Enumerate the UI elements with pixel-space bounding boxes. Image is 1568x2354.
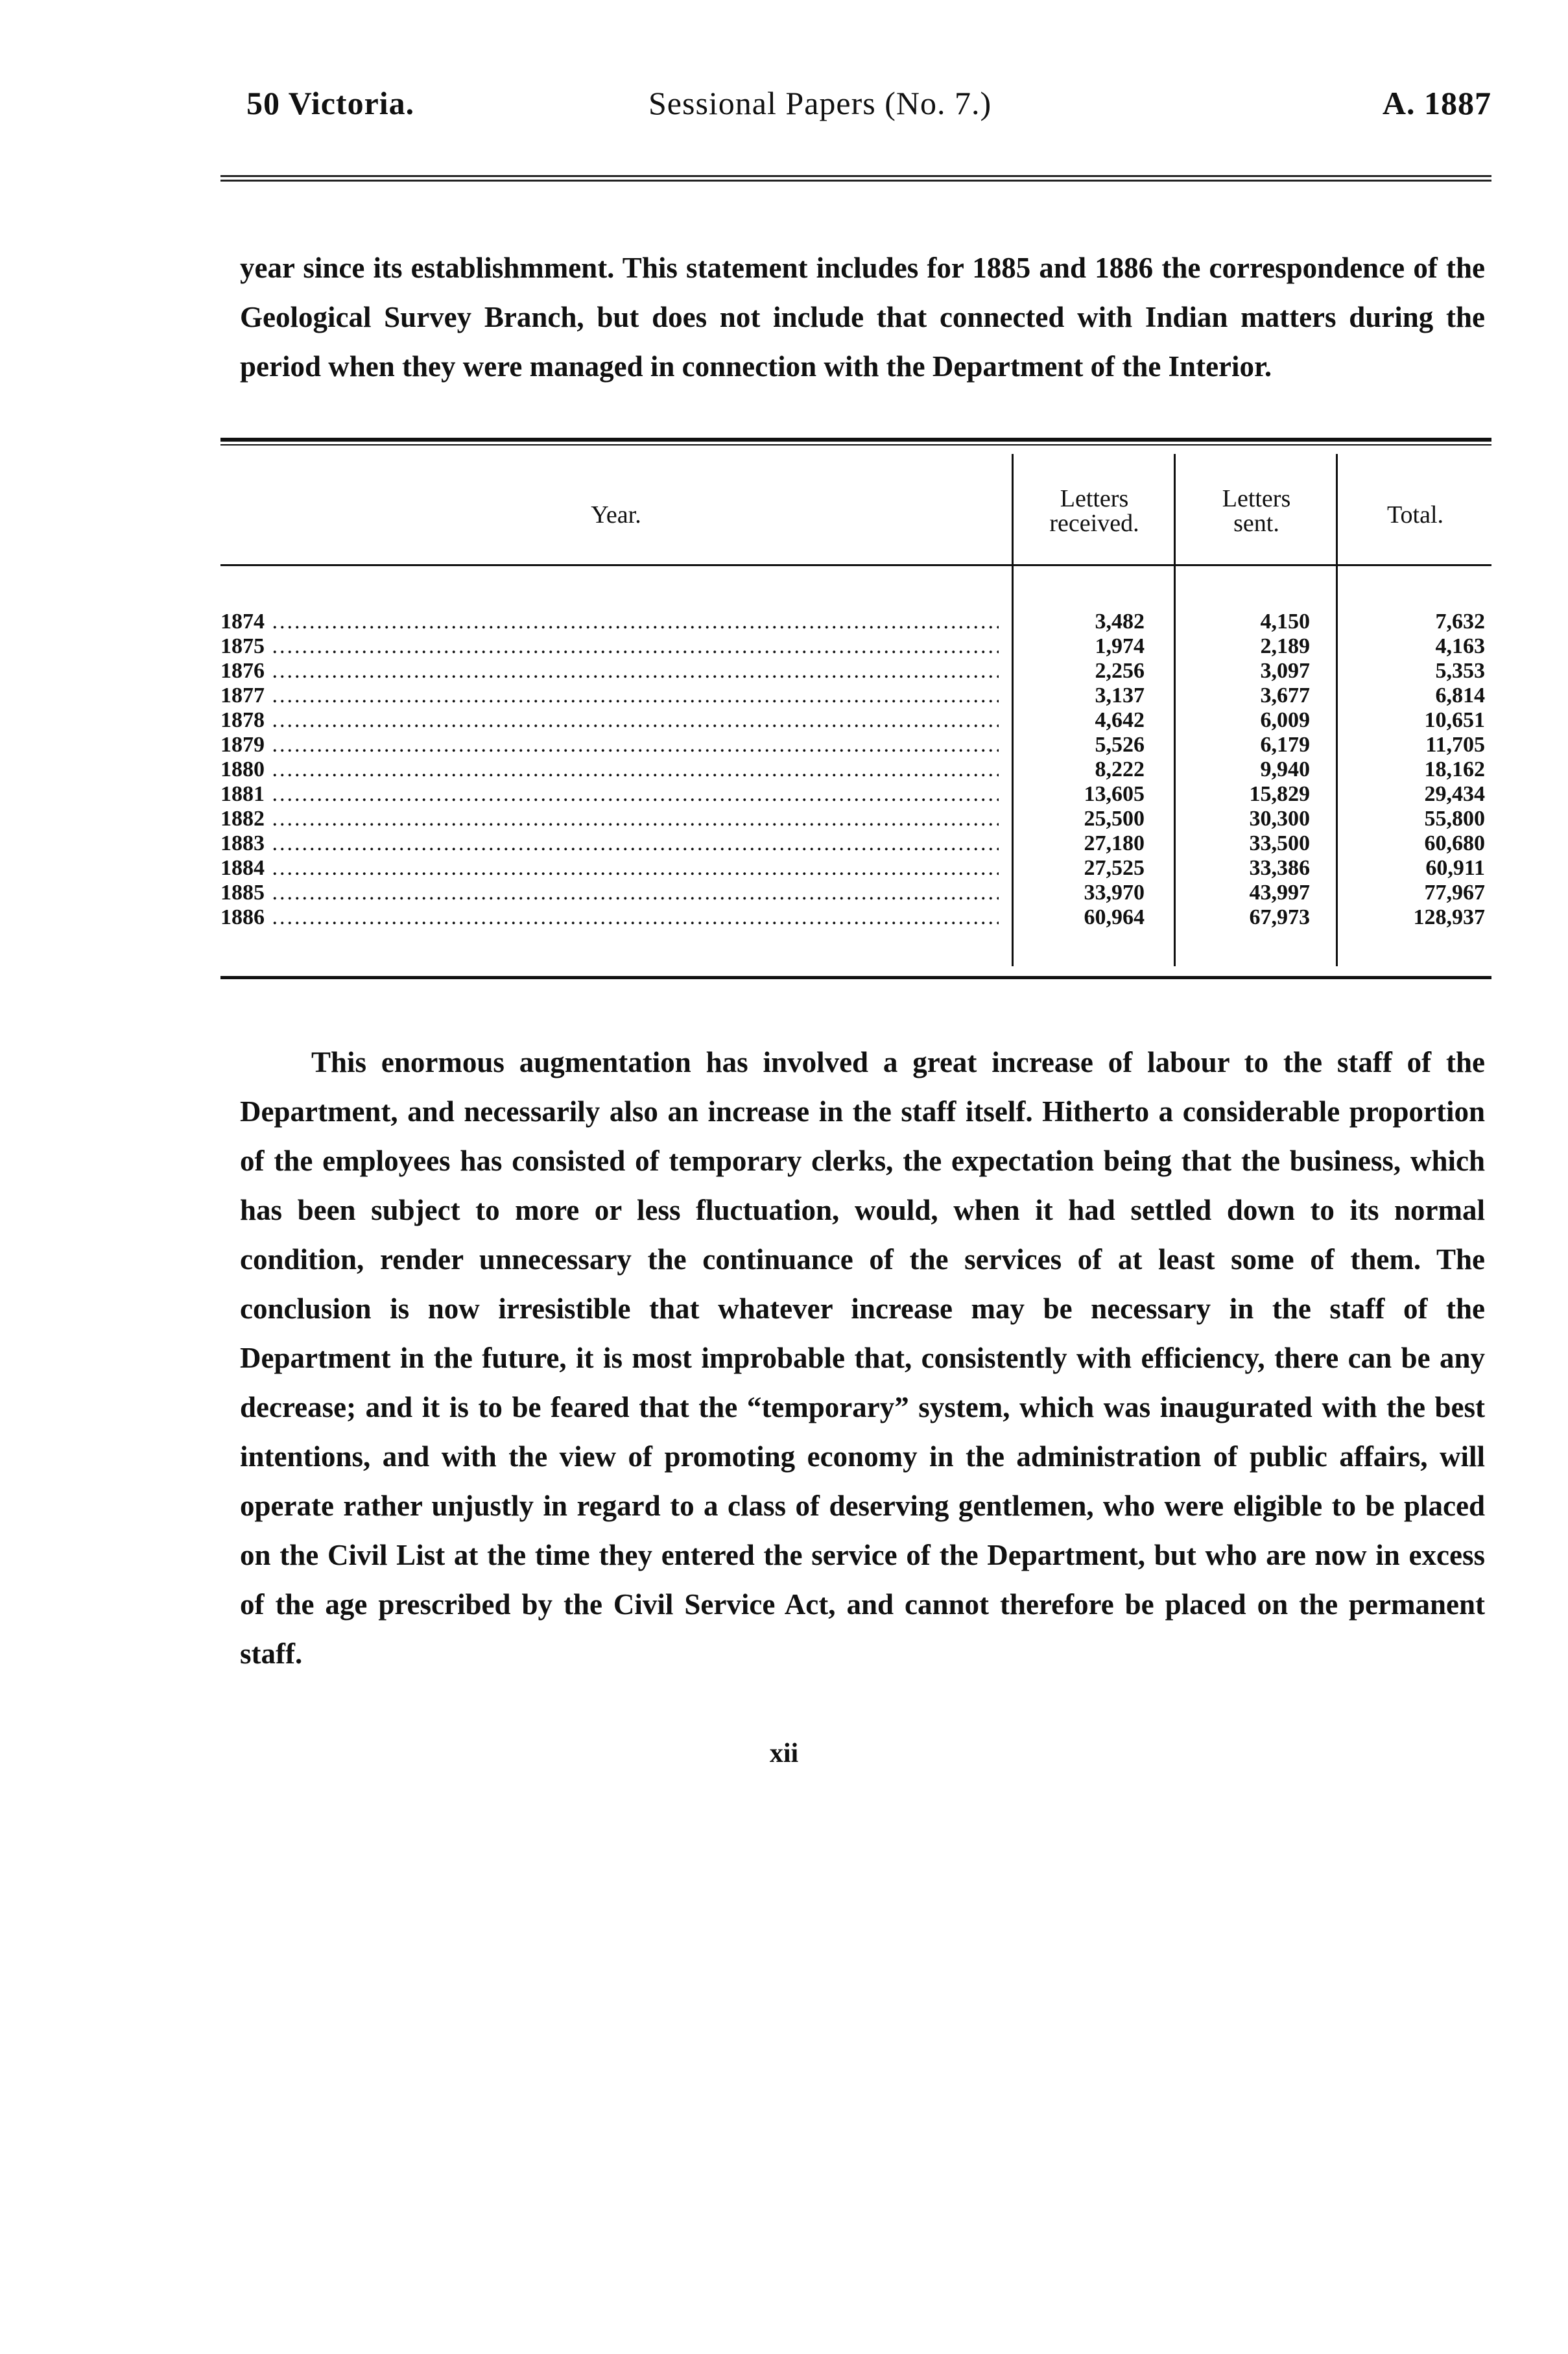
header-title: Sessional Papers (No. 7.) xyxy=(648,85,992,121)
cell-year: 1875 ..... xyxy=(220,634,999,659)
table-row xyxy=(220,782,1491,807)
table-row xyxy=(220,634,1491,659)
cell-year: 1884 ..... xyxy=(220,856,999,881)
table-top-rule-thin xyxy=(220,444,1491,446)
table-row xyxy=(220,807,1491,831)
cell-sent: 15,829 xyxy=(1249,782,1310,806)
cell-total: 4,163 xyxy=(1435,634,1485,658)
cell-total: 128,937 xyxy=(1413,905,1485,929)
intro-paragraph: year since its establishmment. This statement includes for 1885 and 1886 the correspondence of the Geological Survey Branch, but does not include that connected with Indian matters during the period when they were managed in connection with the Department of the Interior. xyxy=(240,252,1485,383)
table-row xyxy=(220,881,1491,905)
cell-year: 1882 ..... xyxy=(220,807,999,831)
cell-received: 25,500 xyxy=(1084,807,1145,831)
table-body xyxy=(220,610,1491,930)
cell-sent: 43,997 xyxy=(1249,881,1310,905)
cell-received: 33,970 xyxy=(1084,881,1145,905)
cell-year: 1876 ..... xyxy=(220,659,999,684)
cell-received: 5,526 xyxy=(1095,733,1145,757)
page-number: xii xyxy=(769,1739,799,1768)
table-row xyxy=(220,831,1491,856)
cell-received: 13,605 xyxy=(1084,782,1145,806)
body-paragraph: This enormous augmentation has involved a great increase of labour to the staff of the Department, and necessarily also an increase in the staff itself. Hitherto a considerable proportion of the employees has consisted of temporary clerks, the expectation being that the business, which has been subject to more or less fluctuation, would, when it had settled down to its normal condition, render unnecessary the continuance of the services of at least some of them. The conclusion is now irresistible that whatever increase may be necessary in the staff of the Department in the future, it is most improbable that, consistently with efficiency, there can be any decrease; and it is to be feared that the “temporary” system, which was inaugurated with the best intentions, and with the view of promoting economy in the administration of public affairs, will operate rather unjustly in regard to a class of deserving gentlemen, who were eligible to be placed on the Civil List at the time they entered the service of the Department, but who are now in excess of the age prescribed by the Civil Service Act, and cannot therefore be placed on the permanent staff. xyxy=(240,1046,1485,1670)
table-row xyxy=(220,733,1491,757)
cell-total: 18,162 xyxy=(1424,757,1485,781)
header-letters-received xyxy=(1015,486,1174,536)
table-row xyxy=(220,856,1491,881)
cell-received: 3,482 xyxy=(1095,610,1145,634)
cell-total: 60,911 xyxy=(1425,856,1485,880)
cell-received: 1,974 xyxy=(1095,634,1145,658)
header-sent-line2: sent. xyxy=(1233,510,1279,537)
header-total-column: Total. xyxy=(1386,501,1444,529)
header-letters-sent xyxy=(1177,486,1336,536)
cell-received: 2,256 xyxy=(1095,659,1145,683)
cell-year: 1883 ..... xyxy=(220,831,999,856)
cell-total: 60,680 xyxy=(1424,831,1485,855)
cell-sent: 3,097 xyxy=(1260,659,1310,683)
table-header-rule xyxy=(220,564,1491,566)
table-row xyxy=(220,905,1491,930)
table-row xyxy=(220,684,1491,708)
cell-sent: 2,189 xyxy=(1260,634,1310,658)
cell-total: 55,800 xyxy=(1424,807,1485,831)
cell-year: 1881 ..... xyxy=(220,782,999,807)
cell-year: 1878 ..... xyxy=(220,708,999,733)
cell-total: 5,353 xyxy=(1435,659,1485,683)
header-received-line1: Letters xyxy=(1060,485,1129,512)
header-sent-line1: Letters xyxy=(1222,485,1291,512)
cell-sent: 6,009 xyxy=(1260,708,1310,732)
cell-received: 27,180 xyxy=(1084,831,1145,855)
cell-sent: 67,973 xyxy=(1249,905,1310,929)
cell-year: 1880 ..... xyxy=(220,757,999,782)
table-row xyxy=(220,757,1491,782)
cell-sent: 33,386 xyxy=(1249,856,1310,880)
cell-total: 6,814 xyxy=(1435,684,1485,707)
cell-year: 1886 ..... xyxy=(220,905,999,930)
cell-year: 1879 ..... xyxy=(220,733,999,757)
cell-year: 1885 ..... xyxy=(220,881,999,905)
table-row xyxy=(220,659,1491,684)
cell-received: 4,642 xyxy=(1095,708,1145,732)
table-top-rule xyxy=(220,438,1491,442)
cell-year: 1874 ..... xyxy=(220,610,999,634)
table-bottom-rule xyxy=(220,976,1491,979)
cell-received: 60,964 xyxy=(1084,905,1145,929)
cell-year: 1877 ..... xyxy=(220,684,999,708)
cell-total: 7,632 xyxy=(1435,610,1485,634)
table-row xyxy=(220,708,1491,733)
cell-sent: 6,179 xyxy=(1260,733,1310,757)
header-rule xyxy=(220,175,1491,182)
header-year-column: Year. xyxy=(591,501,641,529)
page-header xyxy=(246,84,1491,136)
table-row xyxy=(220,610,1491,634)
cell-sent: 9,940 xyxy=(1260,757,1310,781)
cell-total: 77,967 xyxy=(1424,881,1485,905)
header-received-line2: received. xyxy=(1049,510,1139,537)
cell-total: 29,434 xyxy=(1424,782,1485,806)
cell-sent: 3,677 xyxy=(1260,684,1310,707)
cell-received: 8,222 xyxy=(1095,757,1145,781)
cell-received: 3,137 xyxy=(1095,684,1145,707)
cell-sent: 30,300 xyxy=(1249,807,1310,831)
cell-sent: 4,150 xyxy=(1260,610,1310,634)
correspondence-table xyxy=(220,431,1491,1002)
header-session: 50 Victoria. xyxy=(246,85,415,121)
cell-total: 10,651 xyxy=(1424,708,1485,732)
cell-sent: 33,500 xyxy=(1249,831,1310,855)
cell-total: 11,705 xyxy=(1425,733,1485,757)
cell-received: 27,525 xyxy=(1084,856,1145,880)
header-year: A. 1887 xyxy=(1382,85,1491,121)
